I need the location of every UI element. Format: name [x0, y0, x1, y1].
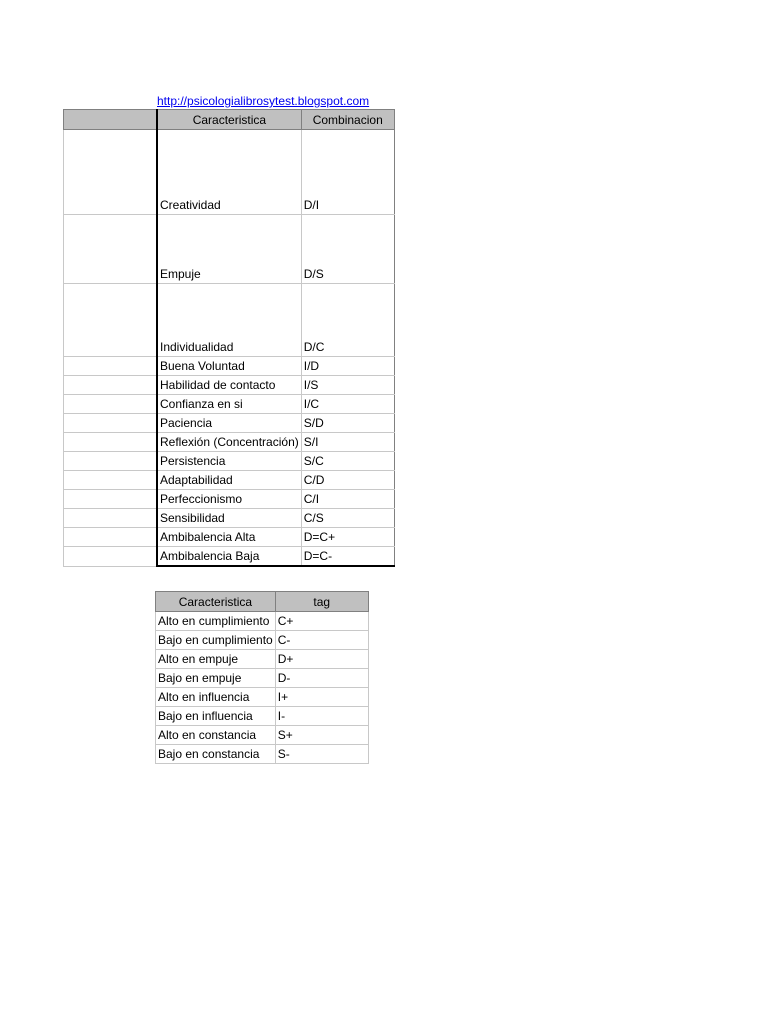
table-row: [64, 528, 395, 547]
table-row: [64, 452, 395, 471]
table-row: [156, 745, 369, 764]
combinacion-cell: I/C: [301, 395, 394, 414]
table-row: [156, 669, 369, 688]
caracteristica-cell: Adaptabilidad: [157, 471, 301, 490]
caracteristica-cell: Alto en cumplimiento: [156, 612, 276, 631]
caracteristica-cell: Persistencia: [157, 452, 301, 471]
caracteristica-cell: Reflexión (Concentración): [157, 433, 301, 452]
table-row: [64, 130, 395, 215]
table-row: [64, 284, 395, 357]
caracteristica-cell: Creatividad: [157, 130, 301, 215]
caracteristica-cell: Confianza en si: [157, 395, 301, 414]
caracteristica-cell: Habilidad de contacto: [157, 376, 301, 395]
table-row: [156, 612, 369, 631]
table-row: [156, 726, 369, 745]
tag-cell: D-: [275, 669, 368, 688]
caracteristica-cell: Empuje: [157, 215, 301, 284]
tag-cell: I+: [275, 688, 368, 707]
tag-cell: D+: [275, 650, 368, 669]
combinacion-cell: D/I: [301, 130, 394, 215]
table-row: [64, 490, 395, 509]
combinacion-cell: D/C: [301, 284, 394, 357]
header-tag: tag: [275, 592, 368, 612]
caracteristica-cell: Ambibalencia Baja: [157, 547, 301, 567]
tag-cell: I-: [275, 707, 368, 726]
table-row: [156, 631, 369, 650]
table-row: [64, 547, 395, 567]
table-row: [64, 376, 395, 395]
table-row: [156, 707, 369, 726]
caracteristica-cell: Paciencia: [157, 414, 301, 433]
table-header-row: [156, 592, 369, 612]
header-combinacion: Combinacion: [301, 110, 394, 130]
caracteristica-cell: Sensibilidad: [157, 509, 301, 528]
header-caracteristica: Caracteristica: [156, 592, 276, 612]
combinacion-cell: S/C: [301, 452, 394, 471]
table-row: [64, 433, 395, 452]
table-row: [64, 471, 395, 490]
header-blank-cell: [64, 110, 158, 130]
combination-table: [63, 109, 395, 567]
header-caracteristica: Caracteristica: [157, 110, 301, 130]
combinacion-cell: D=C-: [301, 547, 394, 567]
caracteristica-cell: Individualidad: [157, 284, 301, 357]
combinacion-cell: C/I: [301, 490, 394, 509]
table-row: [156, 688, 369, 707]
caracteristica-cell: Perfeccionismo: [157, 490, 301, 509]
caracteristica-cell: Alto en constancia: [156, 726, 276, 745]
caracteristica-cell: Alto en influencia: [156, 688, 276, 707]
combinacion-cell: I/S: [301, 376, 394, 395]
caracteristica-cell: Buena Voluntad: [157, 357, 301, 376]
caracteristica-cell: Bajo en empuje: [156, 669, 276, 688]
caracteristica-cell: Bajo en influencia: [156, 707, 276, 726]
caracteristica-cell: Alto en empuje: [156, 650, 276, 669]
caracteristica-cell: Bajo en cumplimiento: [156, 631, 276, 650]
caracteristica-cell: Bajo en constancia: [156, 745, 276, 764]
combinacion-cell: D/S: [301, 215, 394, 284]
table-row: [156, 650, 369, 669]
combinacion-cell: C/D: [301, 471, 394, 490]
table-row: [64, 414, 395, 433]
combinacion-cell: C/S: [301, 509, 394, 528]
table-header-row: [64, 110, 395, 130]
tag-cell: S+: [275, 726, 368, 745]
combinacion-cell: D=C+: [301, 528, 394, 547]
tag-cell: S-: [275, 745, 368, 764]
blog-link[interactable]: http://psicologialibrosytest.blogspot.com: [157, 94, 370, 108]
combinacion-cell: S/I: [301, 433, 394, 452]
table-row: [64, 509, 395, 528]
tag-cell: C+: [275, 612, 368, 631]
combinacion-cell: S/D: [301, 414, 394, 433]
table-row: [64, 357, 395, 376]
table-row: [64, 215, 395, 284]
combinacion-cell: I/D: [301, 357, 394, 376]
caracteristica-cell: Ambibalencia Alta: [157, 528, 301, 547]
table-row: [64, 395, 395, 414]
tag-table: [155, 591, 369, 764]
tag-cell: C-: [275, 631, 368, 650]
